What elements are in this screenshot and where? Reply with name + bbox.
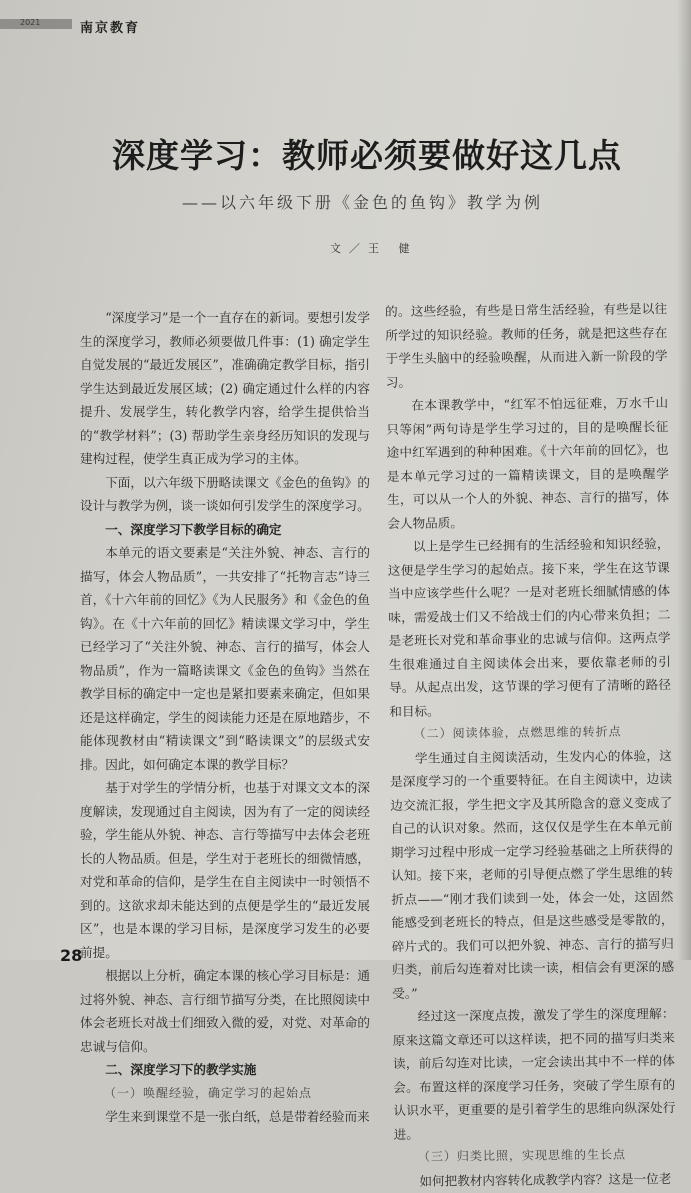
journal-name: 南京教育 — [80, 21, 141, 36]
paragraph: “深度学习”是一个一直存在的新词。要想引发学生的深度学习，教师必须要做几件事：(1) 确定学生自觉发展的“最近发展区”，准确确定教学目标，指引学生达到最近发展区域；(2) 确定通过什么样的内容提升、发展学生，转化教学内容，给学生提供恰当的“教学材料”；(3) 帮助学生亲身经历知识的发现与建构过程，使学生真正成为学习的主体。 — [80, 310, 370, 466]
paragraph: 如何把教材内容转化成教学内容？这是一位老 — [419, 1170, 672, 1189]
section-heading: 一、深度学习下教学目标的确定 — [105, 521, 282, 537]
subsection-heading: （二）阅读体验，点燃思维的转折点 — [413, 724, 622, 741]
paragraph-continued: 的。这些经验，有些是日常生活经验，有些是以往所学过的知识经验。教师的任务，就是把这些存在于学生头脑中的经验唤醒，从而进入新一阶段的学习。 — [385, 301, 668, 390]
paragraph: 本单元的语文要素是“关注外貌、神态、言行的描写，体会人物品质”，一共安排了“托物言志”诗三首，《十六年前的回忆》《为人民服务》和《金色的鱼钩》。在《十六年前的回忆》精读课文学习中，学生已经学习了“关注外貌、神态、言行的描写，体会人物品质”，作为一篇略读课文《金色的鱼钩》当然在教学目标的确定中一定也是紧扣要素来确定，但如果还是这样确定，学生的阅读能力还是在原地踏步，不能体现教材由“精读课文”到“略读课文”的层级式安排。因此，如何确定本课的教学目标？ — [80, 545, 370, 772]
right-column — [385, 297, 676, 1193]
subsection-heading: （三）归类比照，实现思维的生长点 — [417, 1147, 627, 1164]
paragraph: 基于对学生的学情分析，也基于对课文文本的深度解读，发现通过自主阅读，因为有了一定的阅读经验，学生能从外貌、神态、言行等描写中去体会老班长的人物品质。但是，学生对于老班长的细微情感，对党和革命的信仰，是学生在自主阅读中一时领悟不到的。这欲求却未能达到的点便是学生的“最近发展区”，也是本课的学习目标，是深度学习发生的必要前提。 — [80, 780, 370, 960]
paragraph: 学生来到课堂不是一张白纸，总是带着经验而来 — [105, 1109, 370, 1124]
article-author: 文／王 健 — [330, 242, 418, 255]
paragraph: 以上是学生已经拥有的生活经验和知识经验，这便是学生学习的起始点。接下来，学生在这节课当中应该学些什么呢？一是对老班长细腻情感的体味，需爱战士们又不给战士们的内心带来负担；二是老班长对党和革命事业的忠诚与信仰。这两点学生很难通过自主阅读体会出来，要依靠老师的引导。从起点出发，这节课的学习便有了清晰的路径和目标。 — [387, 536, 672, 719]
paragraph: 经过这一深度点拨，激发了学生的深度理解：原来这篇文章还可以这样读，把不同的描写归类来读，前后勾连对比读，一定会读出其中不一样的体会。布置这样的深度学习任务，突破了学生原有的认识水平，更重要的是引着学生的思维向纵深处行进。 — [392, 1006, 676, 1142]
left-column — [80, 306, 370, 1129]
page-spine-shadow — [677, 0, 691, 960]
header-year: 2021 — [20, 18, 41, 27]
subsection-heading: （一）唤醒经验，确定学习的起始点 — [104, 1085, 313, 1100]
paragraph: 在本课教学中，“红军不怕远征难，万水千山只等闲”两句诗是学生学习过的，目的是唤醒长征途中红军遇到的种种困难。《十六年前的回忆》，也是本单元学习过的一篇精读课文，目的是唤醒学生，可以从一个人的外貌、神态、言行的描写，体会人物品质。 — [386, 395, 670, 531]
article-subtitle: ——以六年级下册《金色的鱼钩》教学为例 — [182, 193, 544, 212]
paragraph: 根据以上分析，确定本课的核心学习目标是：通过将外貌、神态、言行细节描写分类，在比照阅读中体会老班长对战士们细致入微的爱，对党、对革命的忠诚与信仰。 — [80, 968, 370, 1054]
article-title: 深度学习：教师必须要做好这几点 — [112, 136, 622, 175]
page-number: 28 — [60, 946, 83, 965]
paragraph: 下面，以六年级下册略读课文《金色的鱼钩》的设计与教学为例，谈一谈如何引发学生的深度学习。 — [80, 474, 370, 513]
paragraph: 学生通过自主阅读活动，生发内心的体验，这是深度学习的一个重要特征。在自主阅读中，边读边交流汇报，学生把文字及其所隐含的意义变成了自己的认识对象。然而，这仅仅是学生在本单元前期学习过程中形成一定学习经验基础之上所获得的认知。接下来，老师的引导便点燃了学生思维的转折点——“刚才我们读到一处，体会一处，这固然能感受到老班长的特点，但是这些感受是零散的，碎片式的。我们可以把外貌、神态、言行的描写归归类，前后勾连着对比读一读，相信会有更深的感受。” — [389, 747, 675, 1001]
section-heading: 二、深度学习下的教学实施 — [105, 1062, 257, 1077]
